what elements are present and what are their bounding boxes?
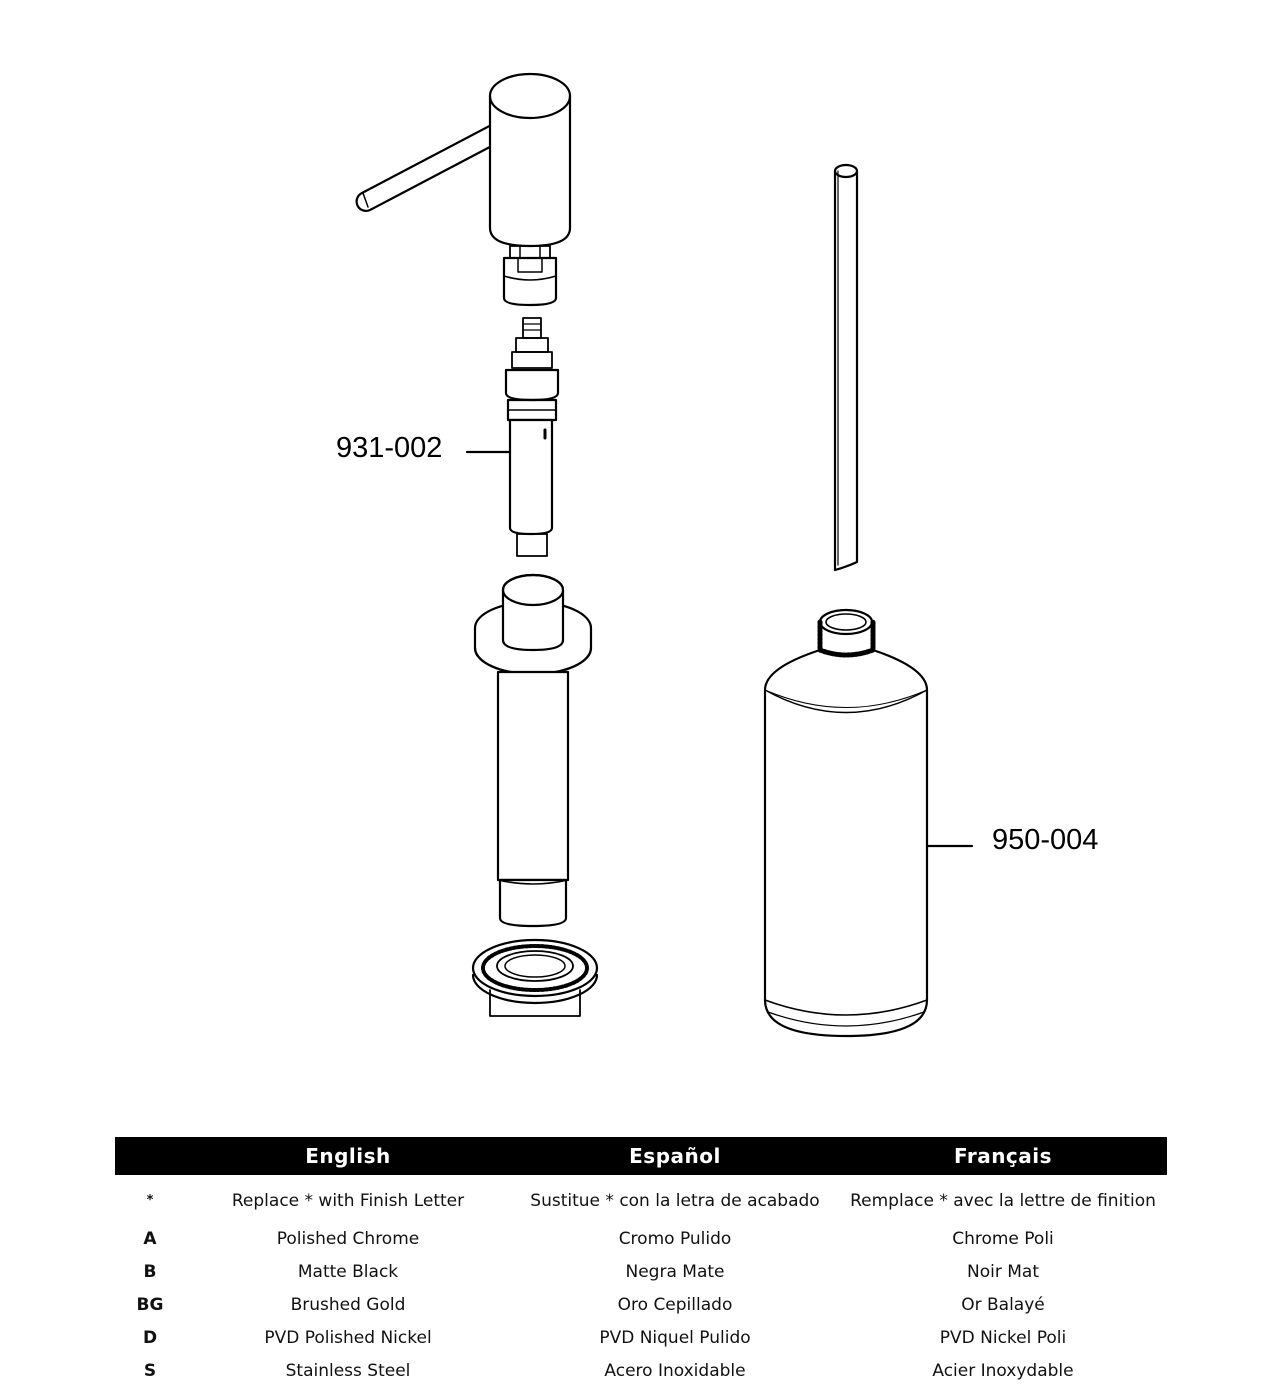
pump-cartridge <box>506 318 558 556</box>
finish-code: A <box>143 1228 157 1249</box>
mounting-nut <box>473 940 597 1016</box>
finish-espanol: Negra Mate <box>625 1261 725 1282</box>
finish-francais: Or Balayé <box>961 1294 1045 1315</box>
header-francais: Français <box>839 1137 1167 1175</box>
soap-bottle <box>765 610 927 1036</box>
finish-francais: Remplace * avec la lettre de finition <box>850 1190 1156 1211</box>
finish-code: S <box>143 1360 157 1381</box>
table-row <box>115 1175 1167 1222</box>
finish-code: B <box>143 1261 157 1282</box>
finish-espanol: Cromo Pulido <box>618 1228 732 1249</box>
finish-francais: Noir Mat <box>967 1261 1039 1282</box>
finish-francais: PVD Nickel Poli <box>939 1327 1067 1348</box>
finish-english: Replace * with Finish Letter <box>231 1190 465 1211</box>
finish-english: Brushed Gold <box>290 1294 406 1315</box>
suction-tube <box>835 165 857 570</box>
header-code <box>115 1137 185 1175</box>
table-row <box>115 1288 1167 1321</box>
callout-950-004: 950-004 <box>992 824 1099 856</box>
table-row <box>115 1255 1167 1288</box>
finish-francais: Acier Inoxydable <box>932 1360 1074 1381</box>
finish-table <box>115 1137 1167 1387</box>
mounting-shank <box>475 575 591 926</box>
header-espanol: Español <box>511 1137 839 1175</box>
table-row <box>115 1222 1167 1255</box>
finish-english: Stainless Steel <box>285 1360 411 1381</box>
table-row <box>115 1354 1167 1387</box>
pump-head <box>357 74 570 305</box>
header-english: English <box>185 1137 511 1175</box>
callout-931-002: 931-002 <box>336 432 443 464</box>
finish-espanol: Sustitue * con la letra de acabado <box>530 1190 820 1211</box>
finish-code: * <box>146 1193 154 1208</box>
table-row <box>115 1321 1167 1354</box>
finish-english: Matte Black <box>297 1261 399 1282</box>
finish-code: BG <box>136 1294 164 1315</box>
finish-espanol: Acero Inoxidable <box>604 1360 746 1381</box>
finish-table-header <box>115 1137 1167 1175</box>
finish-english: PVD Polished Nickel <box>264 1327 432 1348</box>
finish-francais: Chrome Poli <box>952 1228 1054 1249</box>
finish-code: D <box>142 1327 158 1348</box>
finish-english: Polished Chrome <box>276 1228 420 1249</box>
finish-espanol: Oro Cepillado <box>617 1294 733 1315</box>
finish-espanol: PVD Niquel Pulido <box>599 1327 751 1348</box>
